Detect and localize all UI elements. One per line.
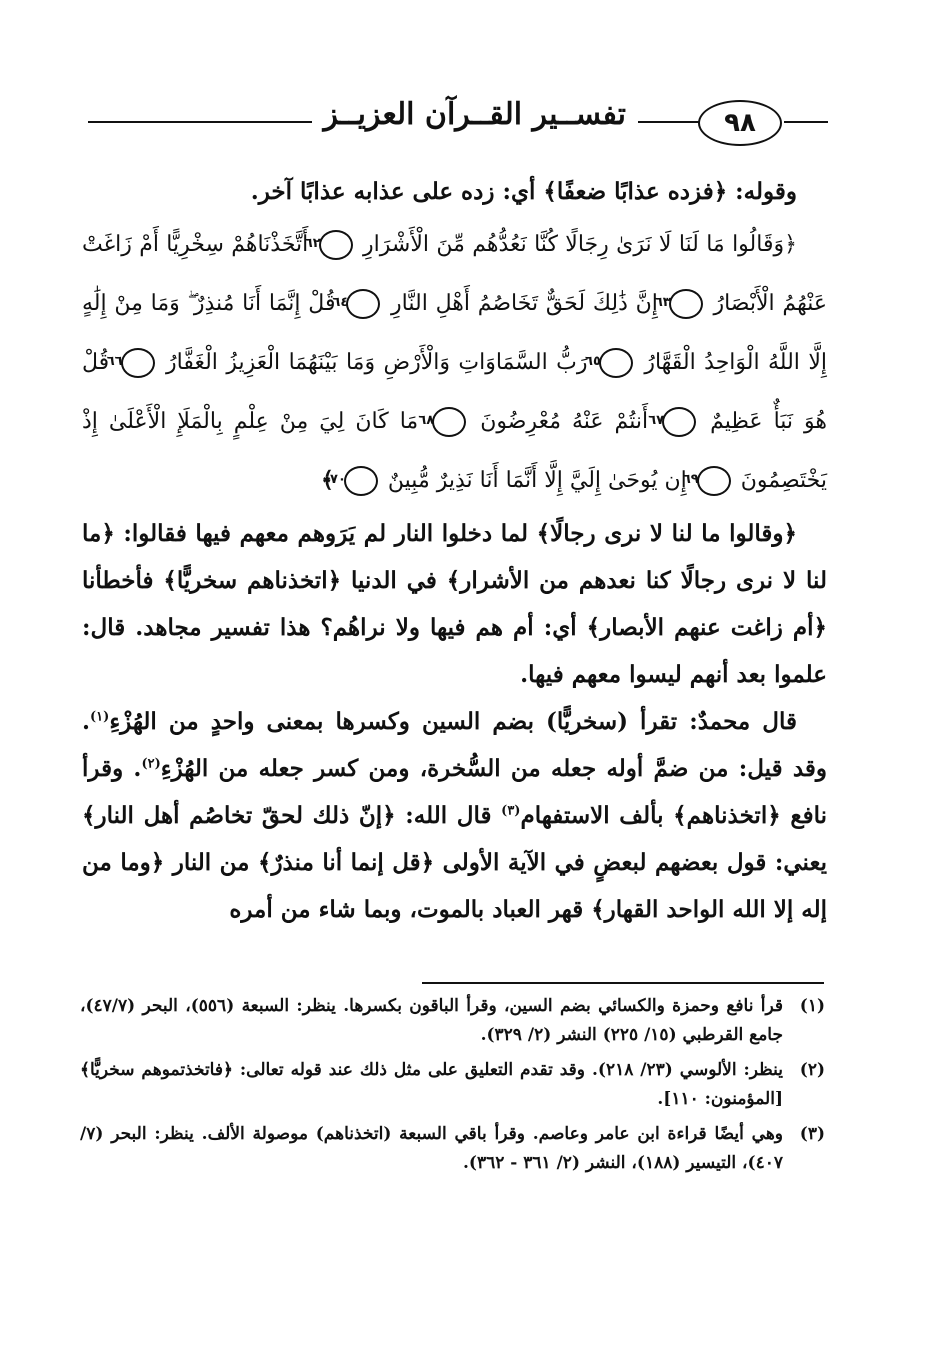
footnote-number: (٢) [799,1060,825,1080]
footnote-text: قرأ نافع وحمزة والكسائي بضم السين، وقرأ الباقون بكسرها. ينظر: السبعة (٥٥٦)، البحر (٤٧/٧)، جامع القرطبي (١٥/ ٢٢٥) النشر (٢/ ٣٢٩). [80,996,784,1045]
verse-text: مَا كَانَ لِيَ مِنْ عِلْمٍ بِالْمَلَإِ الْأَعْلَىٰ إِذْ يَخْتَصِمُونَ [82,409,827,493]
verse-number-marker: ٦٣ [669,289,703,319]
verse-text: إِن يُوحَىٰ إِلَيَّ إِلَّا أَنَّمَا أَنَا نَذِيرٌ مُّبِينٌ [387,468,687,493]
paragraph: وقوله: ﴿فزده عذابًا ضعفًا﴾ أي: زده على عذابه عذابًا آخر. [250,178,797,205]
verse-number-marker: ٦٧ [662,407,696,437]
verse-number-marker: ٦٩ [697,466,731,496]
verse-text: قُلْ هُوَ نَبَأٌ عَظِيمٌ [82,350,828,434]
main-text [82,168,827,933]
page-header [88,92,828,152]
paragraph-text: قال محمدٌ: تقرأ (سخريًّا) بضم السين وكسرها بمعنى واحدٍ من الهُزْءِ [109,708,797,735]
paragraph-text: . وقد قيل: من ضمَّ أوله جعله من السُّخرة، ومن كسر جعله من الهُزْءِ [82,708,827,782]
footnote [80,1120,825,1178]
footnote-ref[interactable]: (٣) [501,803,521,819]
header-rule [784,121,828,123]
verse-text: ﴿وَقَالُوا مَا لَنَا لَا نَرَىٰ رِجَالًا كُنَّا نَعُدُّهُم مِّنَ الْأَشْرَارِ [363,232,797,257]
paragraph: ﴿وقالوا ما لنا لا نرى رجالًا﴾ لما دخلوا النار لم يَرَوهم معهم فيها فقالوا: ﴿ما لنا لا نرى رجالًا كنا نعدهم من الأشرار﴾ في الدنيا ﴿اتخذناهم سخريًّا﴾ فأخطأنا ﴿أم زاغت عنهم الأبصار﴾ أي: أم هم فيها ولا نراهُم؟ هذا تفسير مجاهد. قال: علموا بعد أنهم ليسوا معهم فيها. [82,520,827,688]
footnote [80,992,825,1050]
footnote-ref[interactable]: (١) [90,709,110,725]
footnote-text: ينظر: الألوسي (٢٣/ ٢١٨). وقد تقدم التعليق على مثل ذلك عند قوله تعالى: ﴿فاتخذتموهم سخريًّا﴾ [المؤمنون: ١١٠]. [80,1060,783,1109]
footnote-number: (٣) [799,1124,825,1144]
verse-text: قُلْ إِنَّمَا أَنَا مُنذِرٌ ۖ وَمَا مِنْ إِلَٰهٍ إِلَّا اللَّهُ الْوَاحِدُ الْقَهَّارُ [82,291,827,375]
verse-text: أَنتُمْ عَنْهُ مُعْرِضُونَ [480,409,649,434]
verse-number-marker: ٦٥ [599,348,633,378]
paragraph-text: قال الله: ﴿إنّ ذلك لحقّ تخاصُم أهل النار﴾ يعني: قول بعضهم لبعضٍ في الآية الأولى ﴿قل إنما أنا منذرٌ﴾ من النار ﴿وما من إله إلا الله الواحد القهار﴾ قهر العباد بالموت، وبما شاء من أمره [82,802,827,923]
footnote [80,1056,825,1114]
verse-number-marker: ٦٢ [319,230,353,260]
footnote-ref[interactable]: (٢) [141,756,161,772]
verse-text: إِنَّ ذَٰلِكَ لَحَقٌّ تَخَاصُمُ أَهْلِ النَّارِ [391,291,658,316]
quran-passage [82,215,827,510]
footnote-text: وهي أيضًا قراءة ابن عامر وعاصم. وقرأ باقي السبعة (اتخذناهم) موصولة الألف. ينظر: البحر (٧/ ٤٠٧)، التيسير (١٨٨)، النشر (٢/ ٣٦١ - ٣٦٢). [80,1124,783,1173]
closing-bracket: ﴾ [321,467,334,493]
footnote-number: (١) [799,996,825,1016]
page-number: ٩٨ [698,100,782,146]
footnote-separator [422,982,824,984]
book-title: تفســير القــرآن العزيــز [312,97,639,132]
verse-text: أَتَّخَذْنَاهُمْ سِخْرِيًّا أَمْ زَاغَتْ عَنْهُمُ الْأَبْصَارُ [82,232,827,316]
verse-number-marker: ٧٠ [344,466,378,496]
paragraph [82,698,827,933]
verse-number-marker: ٦٦ [121,348,155,378]
verse-number-marker: ٦٤ [346,289,380,319]
paragraph-text: . وقرأ نافع ﴿اتخذناهم﴾ بألف الاستفهام [82,755,827,829]
verse-number-marker: ٦٨ [432,407,466,437]
verse-text: رَبُّ السَّمَاوَاتِ وَالْأَرْضِ وَمَا بَيْنَهُمَا الْعَزِيزُ الْغَفَّارُ [166,350,588,375]
footnotes [80,992,825,1184]
